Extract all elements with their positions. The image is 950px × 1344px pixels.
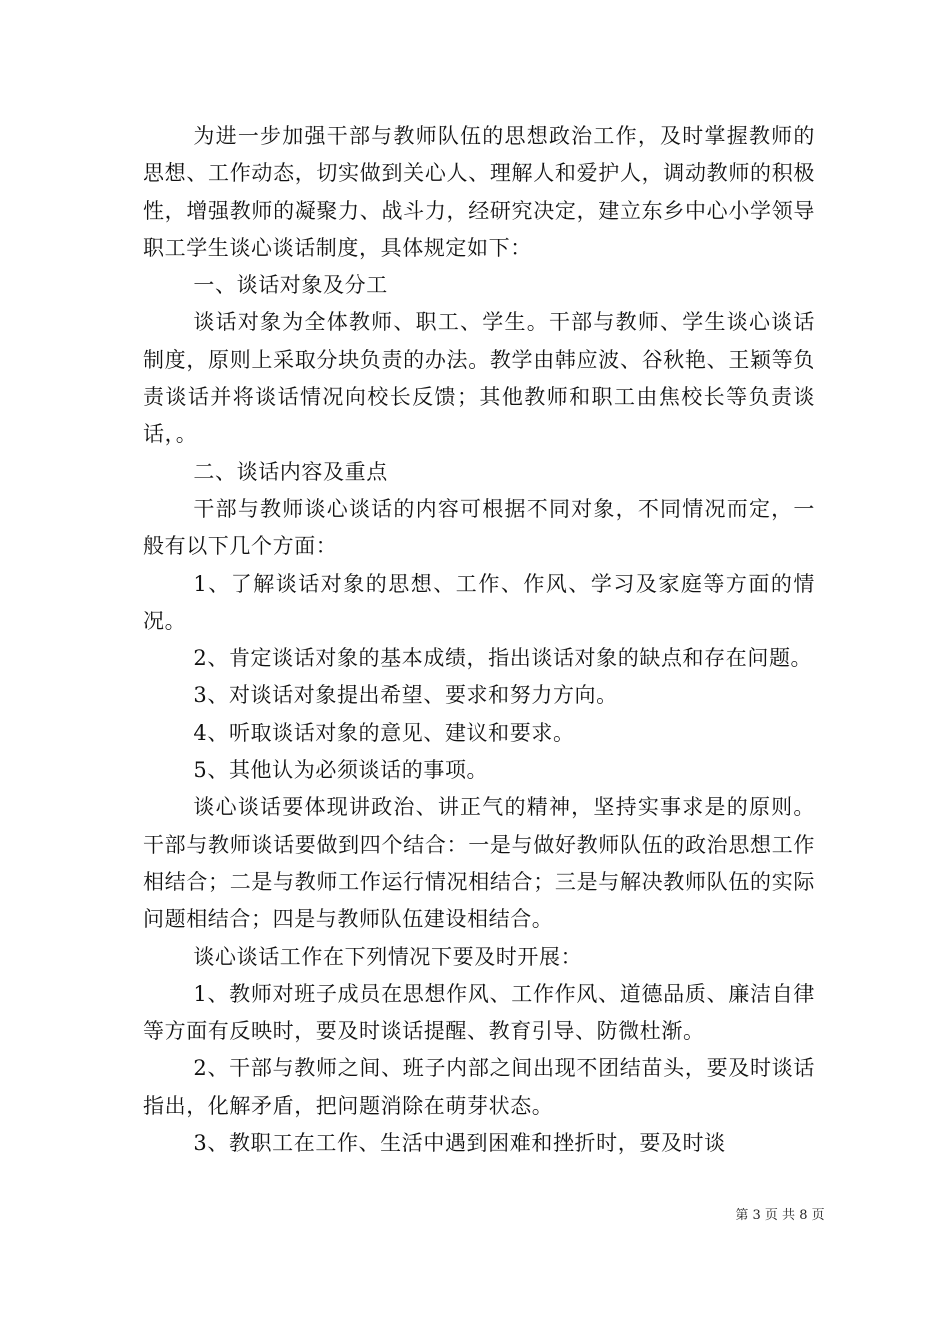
list-item-1: 1、了解谈话对象的思想、工作、作风、学习及家庭等方面的情况。 bbox=[143, 571, 815, 633]
page-footer bbox=[0, 1204, 950, 1223]
condition-item-1: 1、教师对班子成员在思想作风、工作作风、道德品质、廉洁自律等方面有反映时，要及时谈话提醒、教育引导、防微杜渐。 bbox=[143, 981, 815, 1044]
list-item-4: 4、听取谈话对象的意见、建议和要求。 bbox=[193, 720, 575, 745]
section-heading-1: 一、谈话对象及分工 bbox=[193, 273, 388, 298]
conditions-intro-paragraph: 谈心谈话工作在下列情况下要及时开展： bbox=[193, 944, 583, 969]
condition-item-3: 3、教职工在工作、生活中遇到困难和挫折时，要及时谈 bbox=[193, 1131, 726, 1156]
document-body bbox=[143, 118, 815, 1162]
principles-paragraph: 谈心谈话要体现讲政治、讲正气的精神，坚持实事求是的原则。干部与教师谈话要做到四个结合：一是与做好教师队伍的政治思想工作相结合；二是与教师工作运行情况相结合；三是与解决教师队伍的实际问题相结合；四是与教师队伍建设相结合。 bbox=[143, 795, 815, 932]
page-number: 第 3 页 共 8 页 bbox=[735, 1208, 825, 1223]
list-item-3: 3、对谈话对象提出希望、要求和努力方向。 bbox=[193, 683, 618, 708]
section-heading-2: 二、谈话内容及重点 bbox=[193, 459, 388, 484]
section-1-paragraph: 谈话对象为全体教师、职工、学生。干部与教师、学生谈心谈话制度，原则上采取分块负责的办法。教学由韩应波、谷秋艳、王颖等负责谈话并将谈话情况向校长反馈；其他教师和职工由焦校长等负责谈话，。 bbox=[143, 310, 815, 447]
list-item-5: 5、其他认为必须谈话的事项。 bbox=[193, 758, 489, 783]
condition-item-2: 2、干部与教师之间、班子内部之间出现不团结苗头，要及时谈话指出，化解矛盾，把问题消除在萌芽状态。 bbox=[143, 1056, 815, 1118]
intro-paragraph: 为进一步加强干部与教师队伍的思想政治工作，及时掌握教师的思想、工作动态，切实做到关心人、理解人和爱护人，调动教师的积极性，增强教师的凝聚力、战斗力，经研究决定，建立东乡中心小学领导职工学生谈心谈话制度，具体规定如下： bbox=[143, 124, 815, 260]
section-2-intro-paragraph: 干部与教师谈心谈话的内容可根据不同对象，不同情况而定，一般有以下几个方面： bbox=[143, 496, 815, 559]
list-item-2: 2、肯定谈话对象的基本成绩，指出谈话对象的缺点和存在问题。 bbox=[193, 646, 813, 671]
